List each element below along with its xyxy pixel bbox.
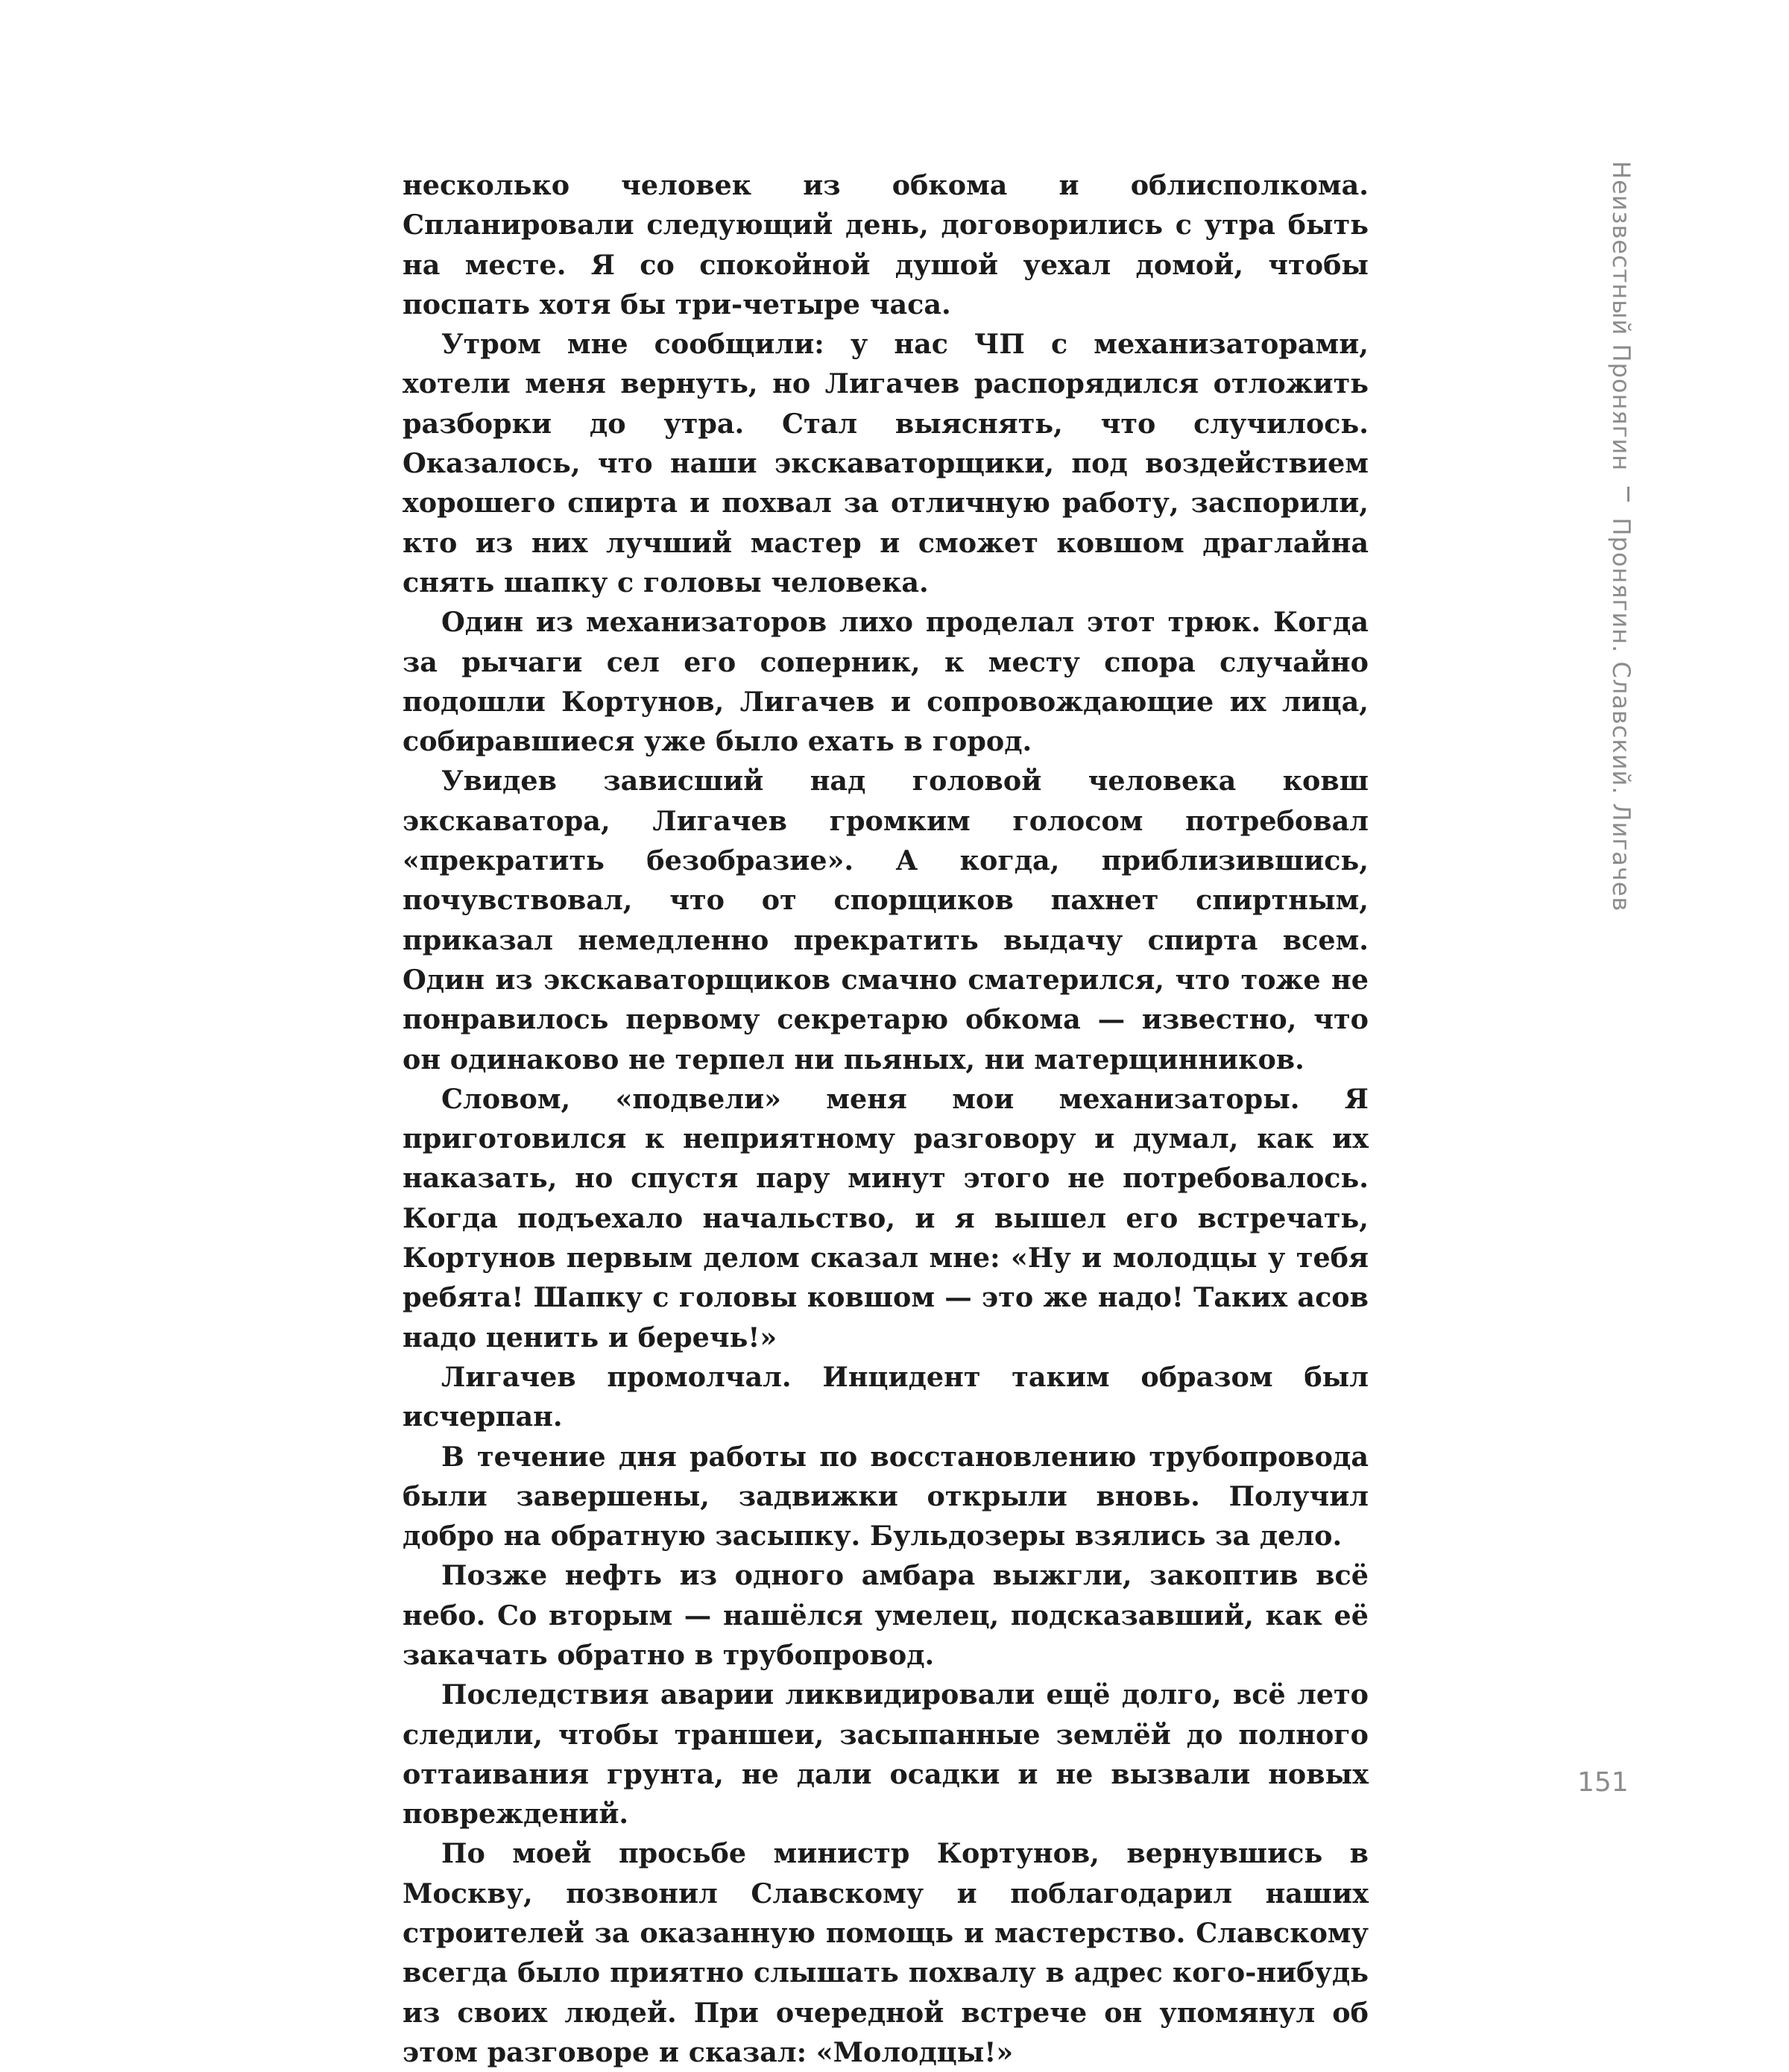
paragraph-1: несколько человек из обкома и облисполкома. Спланировали следующий день, договорились с утра быть на месте. Я со спокойной душой уехал домой, чтобы поспать хотя бы три-четыре часа. xyxy=(403,169,1369,320)
running-head-chapter-title: Пронягин. Славский. Лигачев xyxy=(1607,517,1635,912)
paragraph-8: Позже нефть из одного амбара выжгли, закоптив всё небо. Со вторым — нашёлся умелец, подсказавший, как её закачать обратно в трубопровод. xyxy=(403,1559,1369,1671)
paragraph-2: Утром мне сообщили: у нас ЧП с механизаторами, хотели меня вернуть, но Лигачев распорядился отложить разборки до утра. Стал выяснять, что случилось. Оказалось, что наши экскаваторщики, под воздействием хорошего спирта и похвал за отличную работу, заспорили, кто из них лучший мастер и сможет ковшом драглайна снять шапку с головы человека. xyxy=(403,328,1369,598)
running-head-book-title: Неизвестный Пронягин xyxy=(1607,161,1635,472)
paragraph-5: Словом, «подвели» меня мои механизаторы. Я приготовился к неприятному разговору и думал, как их наказать, но спустя пару минут этого не потребовалось. Когда подъехало начальство, и я вышел его встречать, Кортунов первым делом сказал мне: «Ну и молодцы у тебя ребята! Шапку с головы ковшом — это же надо! Таких асов надо ценить и беречь!» xyxy=(403,1082,1369,1354)
paragraph-6: Лигачев промолчал. Инцидент таким образом был исчерпан. xyxy=(403,1360,1369,1433)
running-head-separator xyxy=(1627,487,1629,502)
paragraph-4: Увидев зависший над головой человека ковш экскаватора, Лигачев громким голосом потребовал «прекратить безобразие». А когда, приблизившись, почувствовал, что от спорщиков пахнет спиртным, приказал немедленно прекратить выдачу спирта всем. Один из экскаваторщиков смачно сматерился, что тоже не понравилось первому секретарю обкома — известно, что он одинаково не терпел ни пьяных, ни матерщинников. xyxy=(403,765,1369,1076)
paragraph-9: Последствия аварии ликвидировали ещё долго, всё лето следили, чтобы траншеи, засыпанные землёй до полного оттаивания грунта, не дали осадки и не вызвали новых повреждений. xyxy=(403,1678,1369,1831)
paragraph-10: По моей просьбе министр Кортунов, вернувшись в Москву, позвонил Славскому и поблагодарил наших строителей за оказанную помощь и мастерство. Славскому всегда было приятно слышать похвалу в адрес кого-нибудь из своих людей. При очередной встрече он упомянул об этом разговоре и сказал: «Молодцы!» xyxy=(403,1837,1369,2068)
body-text xyxy=(403,165,1369,2072)
page-number: 151 xyxy=(1577,1767,1629,1798)
paragraph-3: Один из механизаторов лихо проделал этот трюк. Когда за рычаги сел его соперник, к месту спора случайно подошли Кортунов, Лигачев и сопровождающие их лица, собиравшиеся уже было ехать в город. xyxy=(403,606,1369,758)
paragraph-7: В течение дня работы по восстановлению трубопровода были завершены, задвижки открыли вновь. Получил добро на обратную засыпку. Бульдозеры взялись за дело. xyxy=(403,1440,1369,1553)
running-head xyxy=(1607,161,1635,912)
